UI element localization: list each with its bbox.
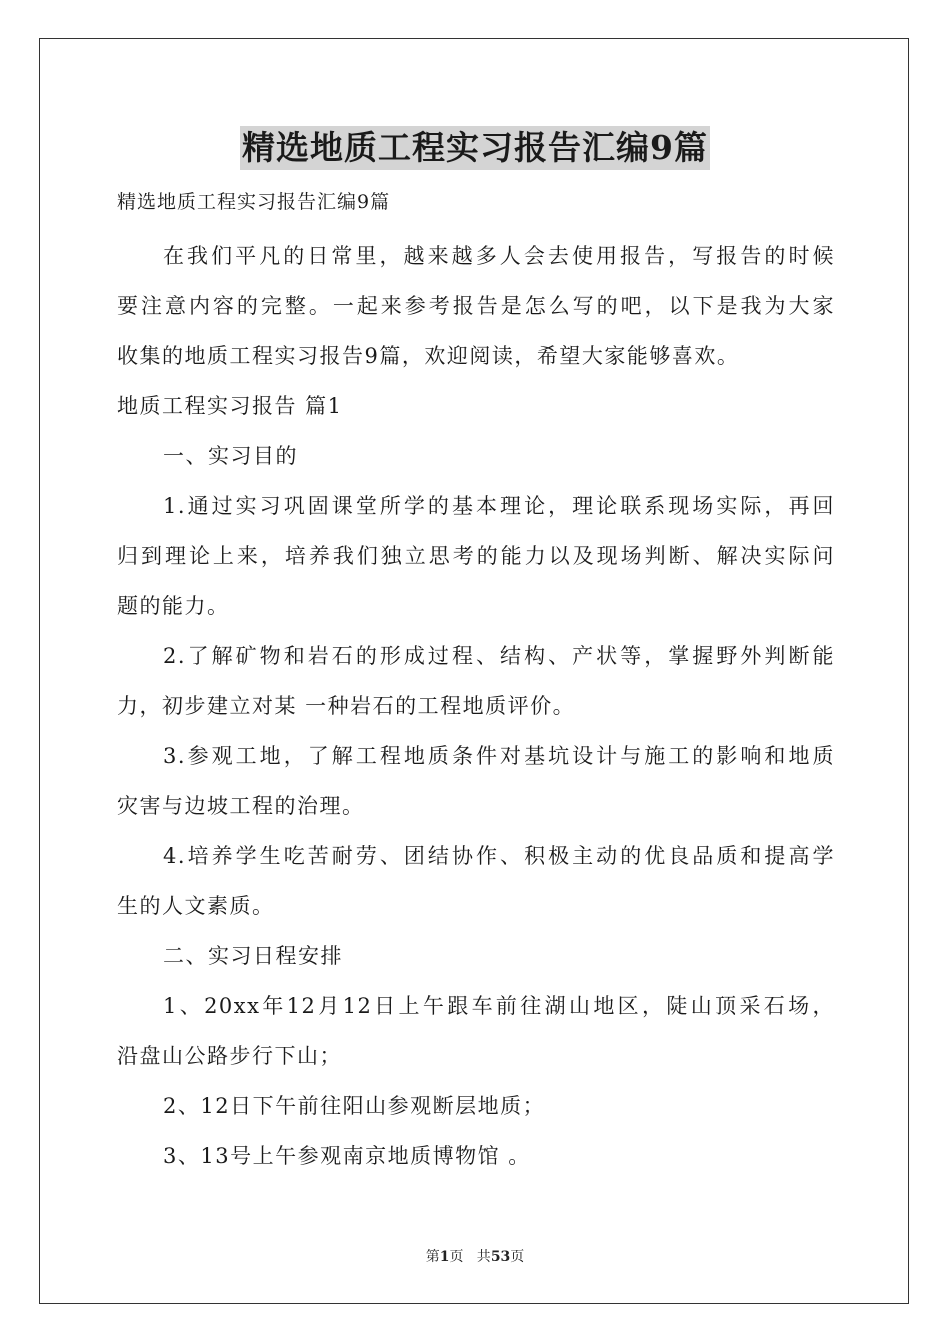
purpose-item-1 [117, 481, 835, 631]
schedule-item-2: 2、12日下午前往阳山参观断层地质； [163, 1094, 546, 1118]
purpose-item-2-line-1: 2.了解矿物和岩石的形成过程、结构、产状等，掌握野外判断能 [163, 644, 835, 668]
purpose-item-2 [117, 631, 835, 731]
footer-page-suffix: 页 [510, 1249, 525, 1265]
purpose-item-1-line-3: 题的能力。 [117, 594, 230, 618]
purpose-item-2-line-2: 力，初步建立对某 一种岩石的工程地质评价。 [117, 694, 576, 718]
schedule-item-1-line-2: 沿盘山公路步行下山； [117, 1044, 342, 1068]
schedule-item-1-line-1: 1、20xx年12月12日上午跟车前往湖山地区，陡山顶采石场， [163, 994, 835, 1018]
intro-paragraph [117, 231, 835, 381]
part2-heading: 二、实习日程安排 [163, 944, 343, 968]
document-body [117, 183, 835, 1181]
intro-line-1: 在我们平凡的日常里，越来越多人会去使用报告，写报告的时候 [163, 244, 835, 268]
footer-total-pages: 53 [490, 1249, 511, 1265]
purpose-item-1-line-1: 1.通过实习巩固课堂所学的基本理论，理论联系现场实际，再回 [163, 494, 835, 518]
document-subtitle: 精选地质工程实习报告汇编9篇 [117, 191, 391, 213]
section-heading: 地质工程实习报告 篇1 [117, 394, 343, 418]
page-footer [0, 1246, 950, 1266]
purpose-item-3 [117, 731, 835, 831]
document-title [0, 126, 950, 170]
intro-line-2: 要注意内容的完整。一起来参考报告是怎么写的吧，以下是我为大家 [117, 294, 835, 318]
purpose-item-3-line-1: 3.参观工地，了解工程地质条件对基坑设计与施工的影响和地质 [163, 744, 835, 768]
footer-page-number: 1 [439, 1249, 450, 1265]
footer-page-mid: 页 共 [449, 1249, 491, 1265]
purpose-item-4 [117, 831, 835, 931]
document-title-text: 精选地质工程实习报告汇编9篇 [240, 126, 710, 170]
purpose-item-1-line-2: 归到理论上来，培养我们独立思考的能力以及现场判断、解决实际问 [117, 544, 835, 568]
part1-heading: 一、实习目的 [163, 444, 298, 468]
intro-line-3: 收集的地质工程实习报告9篇，欢迎阅读，希望大家能够喜欢。 [117, 344, 740, 368]
schedule-item-1 [117, 981, 835, 1081]
purpose-item-4-line-1: 4.培养学生吃苦耐劳、团结协作、积极主动的优良品质和提高学 [163, 844, 835, 868]
purpose-item-3-line-2: 灾害与边坡工程的治理。 [117, 794, 365, 818]
purpose-item-4-line-2: 生的人文素质。 [117, 894, 275, 918]
footer-page-prefix: 第 [425, 1249, 440, 1265]
schedule-item-3: 3、13号上午参观南京地质博物馆 。 [163, 1144, 531, 1168]
